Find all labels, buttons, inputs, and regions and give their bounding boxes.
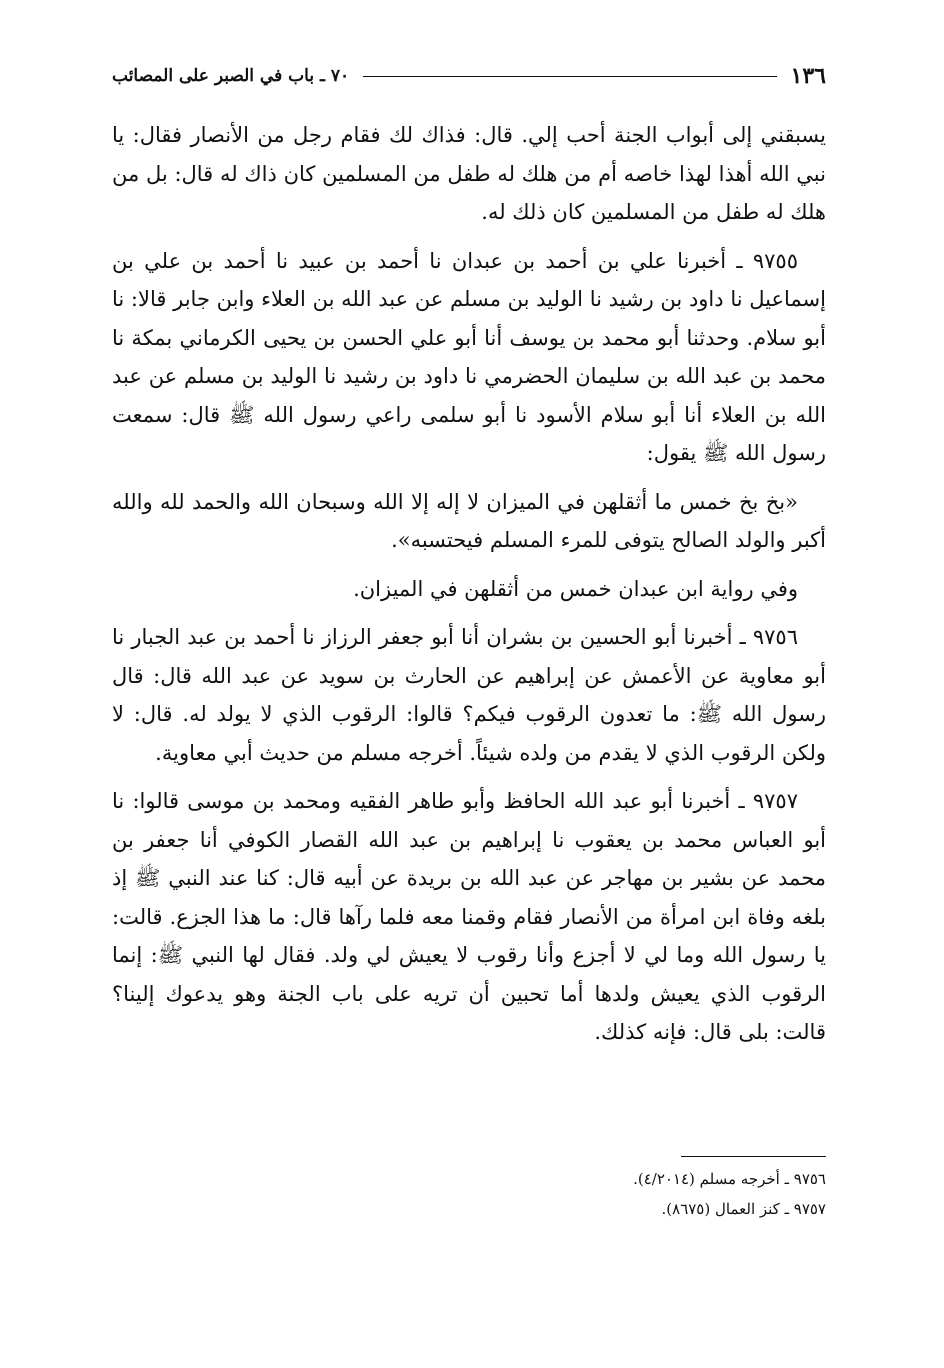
hadith-9755-variant: وفي رواية ابن عبدان خمس من أثقلهن في الميزان. (353, 576, 798, 601)
main-text (112, 116, 826, 1062)
hadith-9756: ٩٧٥٦ ـ أخبرنا أبو الحسين بن بشران أنا أبو جعفر الرزاز نا أحمد بن عبد الجبار نا أبو معاوية عن الأعمش عن إبراهيم عن الحارث بن سويد عن عبد الله قال: قال رسول الله ﷺ: ما تعدون الرقوب فيكم؟ قالوا: الرقوب الذي لا يولد له. قال: لا ولكن الرقوب الذي لا يقدم من ولده شيئاً. أخرجه مسلم من حديث أبي معاوية. (112, 625, 826, 765)
hadith-9757: ٩٧٥٧ ـ أخبرنا أبو عبد الله الحافظ وأبو طاهر الفقيه ومحمد بن موسى قالوا: نا أبو العباس محمد بن يعقوب نا إبراهيم بن عبد الله القصار الكوفي أنا جعفر بن محمد عن بشير بن مهاجر عن عبد الله بن بريدة عن أبيه قال: كنا عند النبي ﷺ إذ بلغه وفاة ابن امرأة من الأنصار فقام وقمنا معه فلما رآها قال: ما هذا الجزع. قالت: يا رسول الله وما لي لا أجزع وأنا رقوب لا يعيش لي ولد. فقال لها النبي ﷺ: إنما الرقوب الذي يعيش ولدها أما تحبين أن تريه على باب الجنة وهو يدعوك إلينا؟ قالت: بلى قال: فإنه كذلك. (112, 789, 826, 1044)
chapter-title: ٧٠ ـ باب في الصبر على المصائب (112, 66, 350, 86)
hadith-9755-isnad: ٩٧٥٥ ـ أخبرنا علي بن أحمد بن عبدان نا أحمد بن عبيد نا أحمد بن علي بن إسماعيل نا داود بن رشيد نا الوليد بن مسلم عن عبد الله بن العلاء وابن جابر قالا: نا أبو سلام. وحدثنا أبو محمد بن يوسف أنا أبو علي الحسن بن يحيى الكرماني بمكة نا محمد بن عبد الله بن سليمان الحضرمي نا داود بن رشيد نا الوليد بن مسلم عن عبد الله بن العلاء أنا أبو سلام الأسود نا أبو سلمى راعي رسول الله ﷺ قال: سمعت رسول الله ﷺ يقول: (112, 248, 826, 465)
page-number: ١٣٦ (790, 63, 826, 89)
footnote-9757: ٩٧٥٧ ـ كنز العمال (٨٦٧٥). (661, 1200, 826, 1218)
header-rule (363, 76, 776, 77)
footnote-9756: ٩٧٥٦ ـ أخرجه مسلم (٤/٢٠١٤). (633, 1170, 826, 1188)
footnote-separator (681, 1156, 826, 1157)
running-head (112, 58, 826, 94)
hadith-9755-matn: «بخ بخ خمس ما أثقلهن في الميزان لا إله إلا الله وسبحان الله والحمد لله والله أكبر والولد الصالح يتوفى للمرء المسلم فيحتسبه». (112, 489, 826, 552)
footnotes (112, 1164, 826, 1224)
paragraph-continuation: يسبقني إلى أبواب الجنة أحب إلي. قال: فذاك لك فقام رجل من الأنصار فقال: يا نبي الله أهذا لهذا خاصه أم من هلك له طفل من المسلمين كان ذاك له قال: بل من هلك له طفل من المسلمين كان ذلك له. (112, 123, 826, 224)
